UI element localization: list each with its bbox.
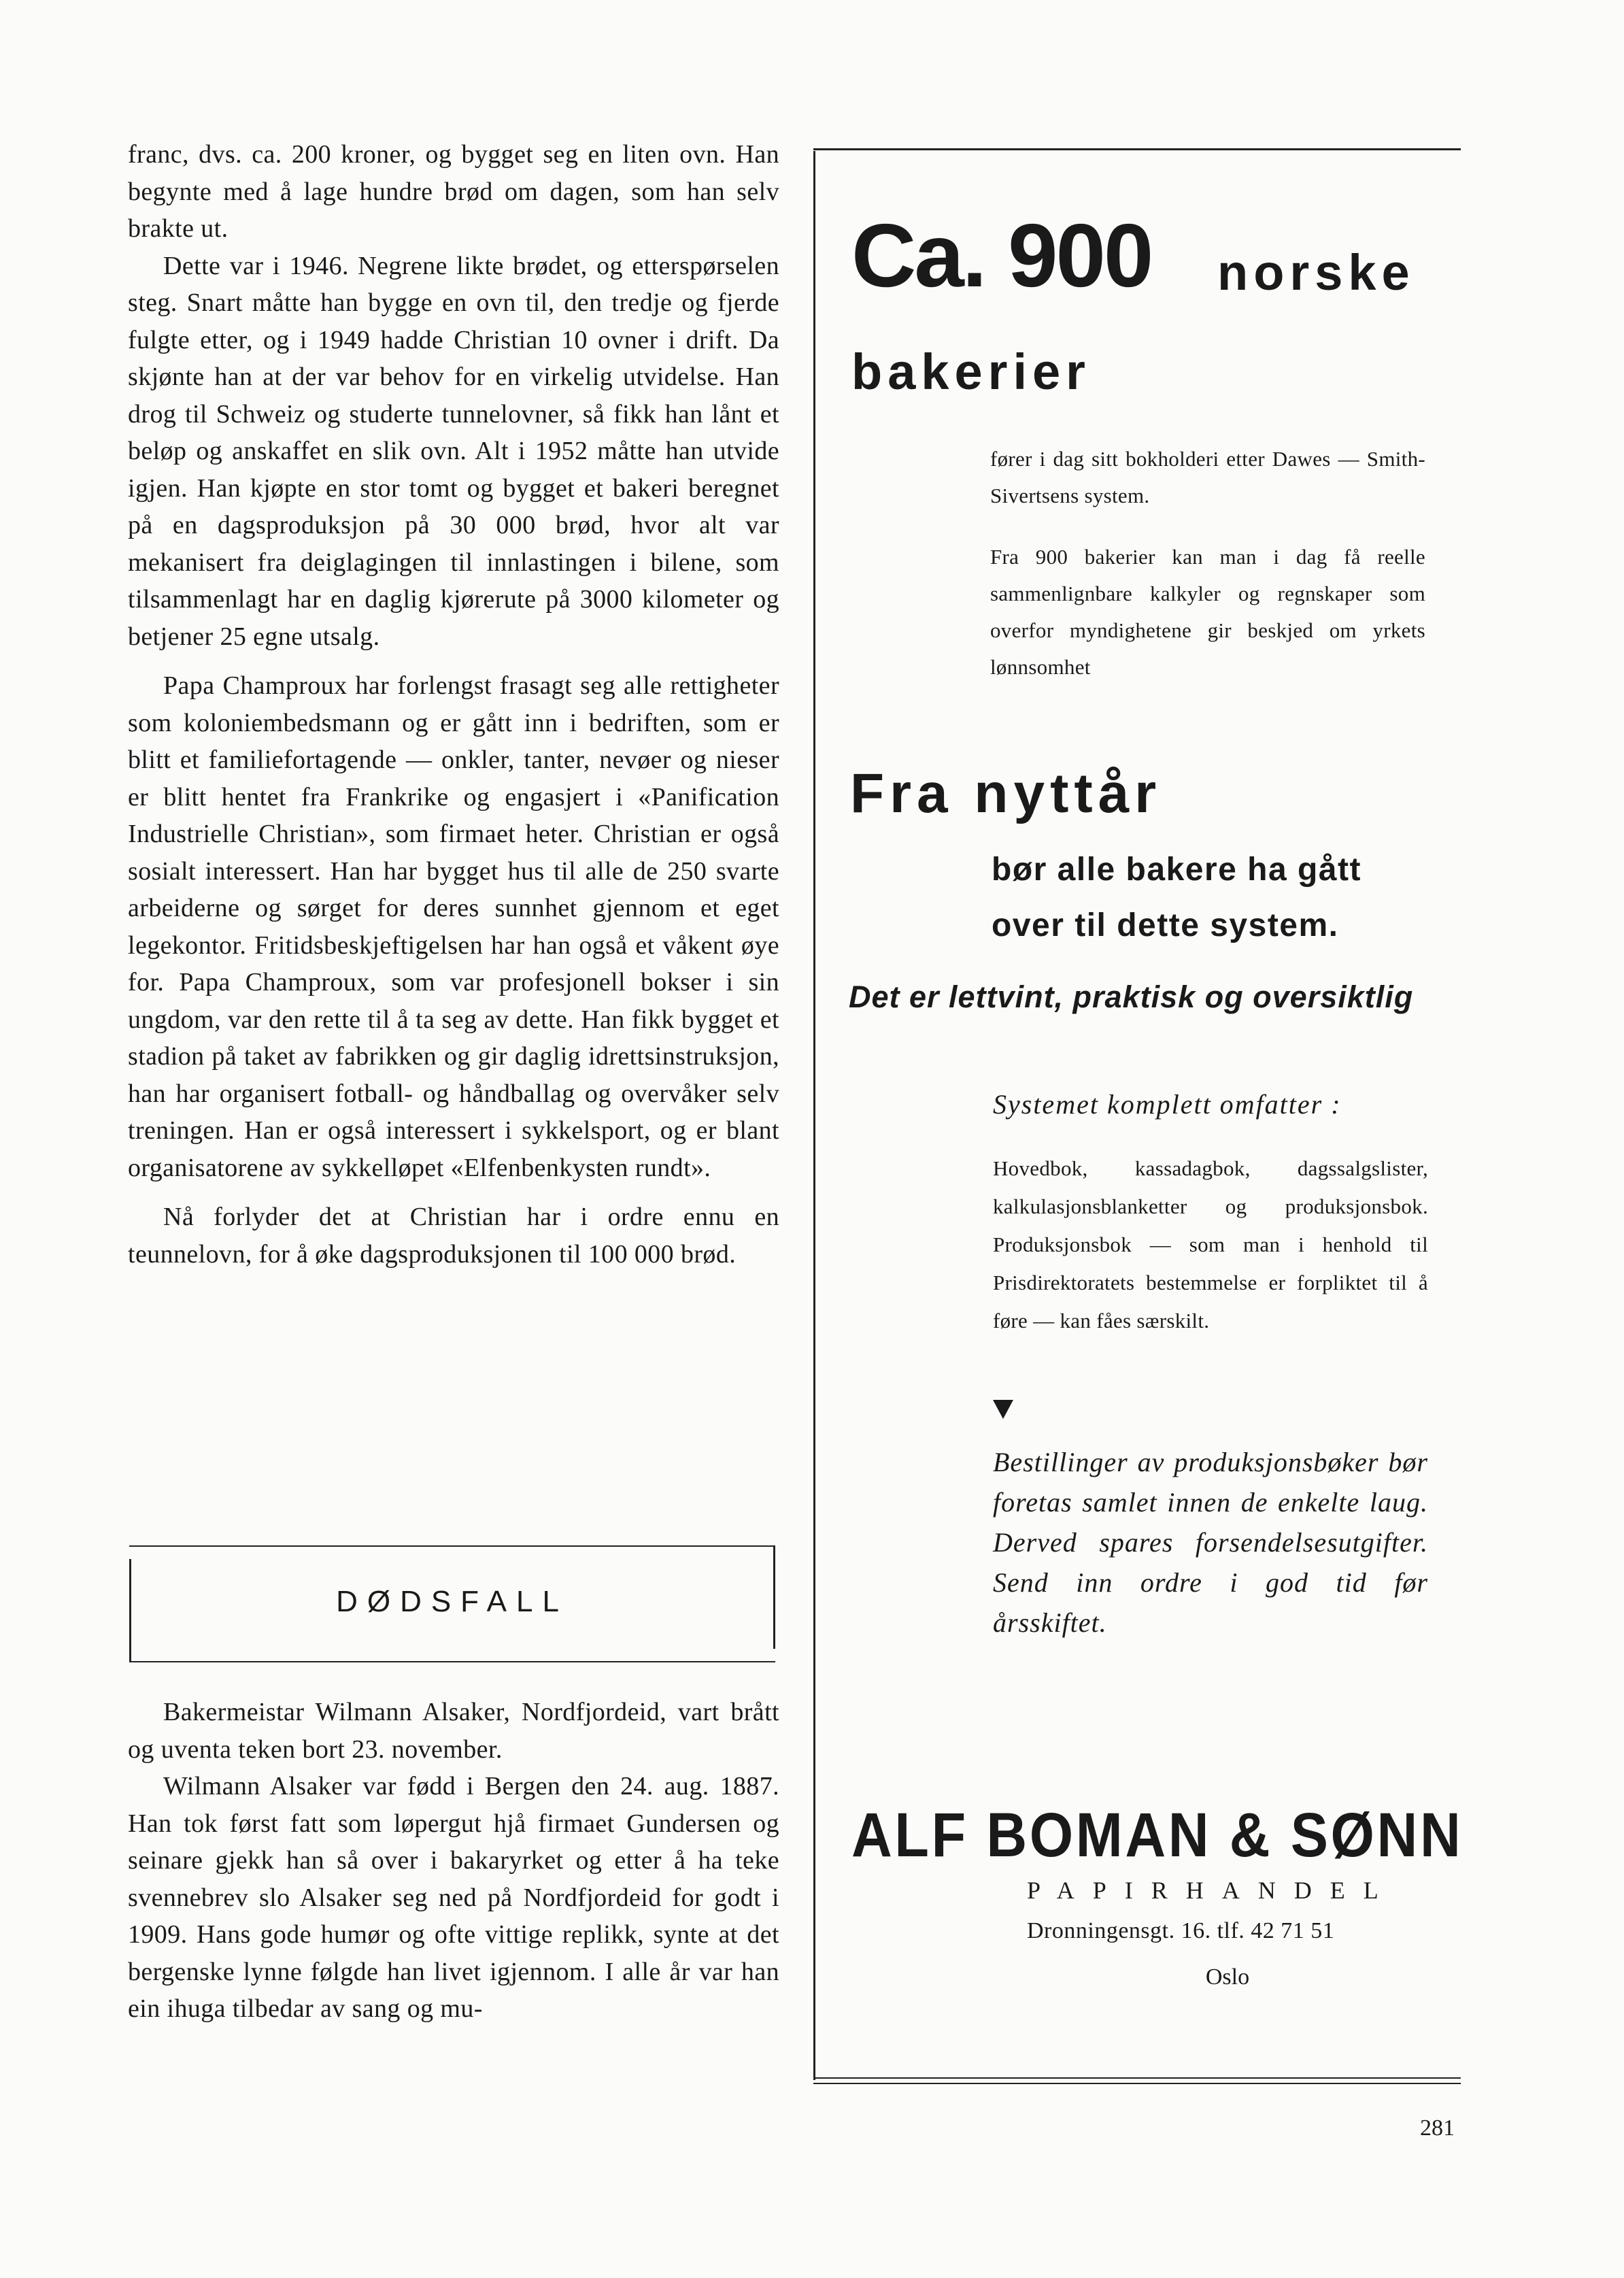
article-paragraph: franc, dvs. ca. 200 kroner, og bygget seg en liten ovn. Han begynte med å lage hundre brød om dagen, som han selv brakte ut.: [128, 140, 779, 243]
death-notice-header-box: [129, 1545, 775, 1662]
ad-newyear-subheadline: bør alle bakere ha gått over til dette system.: [992, 852, 1362, 943]
ad-headline-number: Ca. 900: [851, 205, 1152, 305]
ad-tagline: Det er lettvint, praktisk og oversiktlig: [849, 979, 1414, 1014]
obituary: [128, 1694, 779, 2028]
death-notice-title: DØDSFALL: [336, 1585, 569, 1618]
system-contents: Hovedbok, kassadagbok, dagssalgslister, kalkulasjonsblanketter og produksjonsbok. Produksjonsbok — som man i henhold til Prisdirektoratets bestemmelse er forpliktet til å føre — kan fåes særskilt.: [993, 1156, 1428, 1333]
page-number: 281: [1420, 2115, 1455, 2141]
ad-headline-norske: norske: [1217, 244, 1415, 301]
obituary-paragraph: Bakermeistar Wilmann Alsaker, Nordfjordeid, vart brått og uventa teken bort 23. november.: [128, 1698, 779, 1764]
ad-intro-text: fører i dag sitt bokholderi etter Dawes — Smith-Sivertsens system.: [990, 447, 1425, 507]
order-instructions: Bestillinger av produksjonsbøker bør foretas samlet innen de enkelte laug. Derved spares forsendelsesutgifter. Send inn ordre i god tid før årsskiftet.: [993, 1447, 1428, 1638]
ad-top-rule: [813, 148, 1461, 150]
ad-detail-text: Fra 900 bakerier kan man i dag få reelle sammenlignbare kalkyler og regnskaper som overfor myndighetene gir beskjed om yrkets lønnsomhet: [990, 545, 1425, 679]
ad-bottom-rule: [813, 2077, 1461, 2079]
article-continuation: [128, 136, 779, 1273]
ad-headline-bakerier: bakerier: [851, 344, 1091, 400]
article-paragraph: Nå forlyder det at Christian har i ordre ennu en teunnelovn, for å øke dagsproduksjonen til 100 000 brød.: [128, 1203, 779, 1269]
brand-address: Dronningensgt. 16. tlf. 42 71 51: [1027, 1918, 1335, 1943]
brand-name: ALF BOMAN & SØNN: [851, 1800, 1464, 1870]
ad-bottom-rule-2: [813, 2083, 1461, 2084]
ad-newyear-headline: Fra nyttår: [850, 763, 1162, 824]
article-paragraph: Papa Champroux har forlengst frasagt seg alle rettigheter som koloniembedsmann og er gått inn i bedriften, som er blitt et familiefortagende — onkler, tanter, nevøer og nieser er blitt hentet fra Frankrike og engasjert i «Panification Industrielle Christian», som firmaet heter. Christian er også sosialt interessert. Han har bygget hus til alle de 250 svarte arbeiderne og sørget for deres sunnhet gjennom et eget legekontor. Fritidsbeskjeftigelsen har han også et våkent øye for. Papa Champroux, som var profesjonell bokser i sin ungdom, var den rette til å ta seg av dette. Han fikk bygget et stadion på taket av fabrikken og gir daglig idrettsinstruksjon, han har organisert fotball- og håndballag og overvåker selv treningen. Han er også interessert i sykkelsport, og er blant organisatorene av sykkelløpet «Elfenbenkysten rundt».: [128, 671, 779, 1182]
triangle-down-icon: [993, 1400, 1013, 1419]
brand-subtitle: PAPIRHANDEL: [1027, 1877, 1397, 1904]
article-paragraph: Dette var i 1946. Negrene likte brødet, og etterspørselen steg. Snart måtte han bygge en ovn til, den tredje og fjerde fulgte etter, og i 1949 hadde Christian 10 ovner i drift. Da skjønte han at der var behov for en virkelig utvidelse. Han drog til Schweiz og studerte tunnelovner, så fikk han lånt et beløp og anskaffet en slik ovn. Alt i 1952 måtte han utvide igjen. Han kjøpte en stor tomt og bygget et bakeri beregnet på en dagsproduksjon på 30 000 brød, hvor alt var mekanisert fra deiglagingen til innlastingen i bilene, som tilsammenlagt har en daglig kjørerute på 3000 kilometer og betjener 25 egne utsalg.: [128, 251, 779, 651]
system-heading: Systemet komplett omfatter :: [993, 1089, 1342, 1120]
obituary-paragraph: Wilmann Alsaker var fødd i Bergen den 24. aug. 1887. Han tok først fatt som løpergut hjå firmaet Gundersen og seinare gjekk han så over i bakaryrket og etter å ha teke svennebrev slo Alsaker seg ned på Nordfjordeid for godt i 1909. Hans gode humør og ofte vittige replikk, synte at det bergenske lynne følgde han livet igjennom. I alle år var han ein ihuga tilbedar av sang og mu-: [128, 1772, 779, 2023]
brand-city: Oslo: [1205, 1964, 1250, 1990]
